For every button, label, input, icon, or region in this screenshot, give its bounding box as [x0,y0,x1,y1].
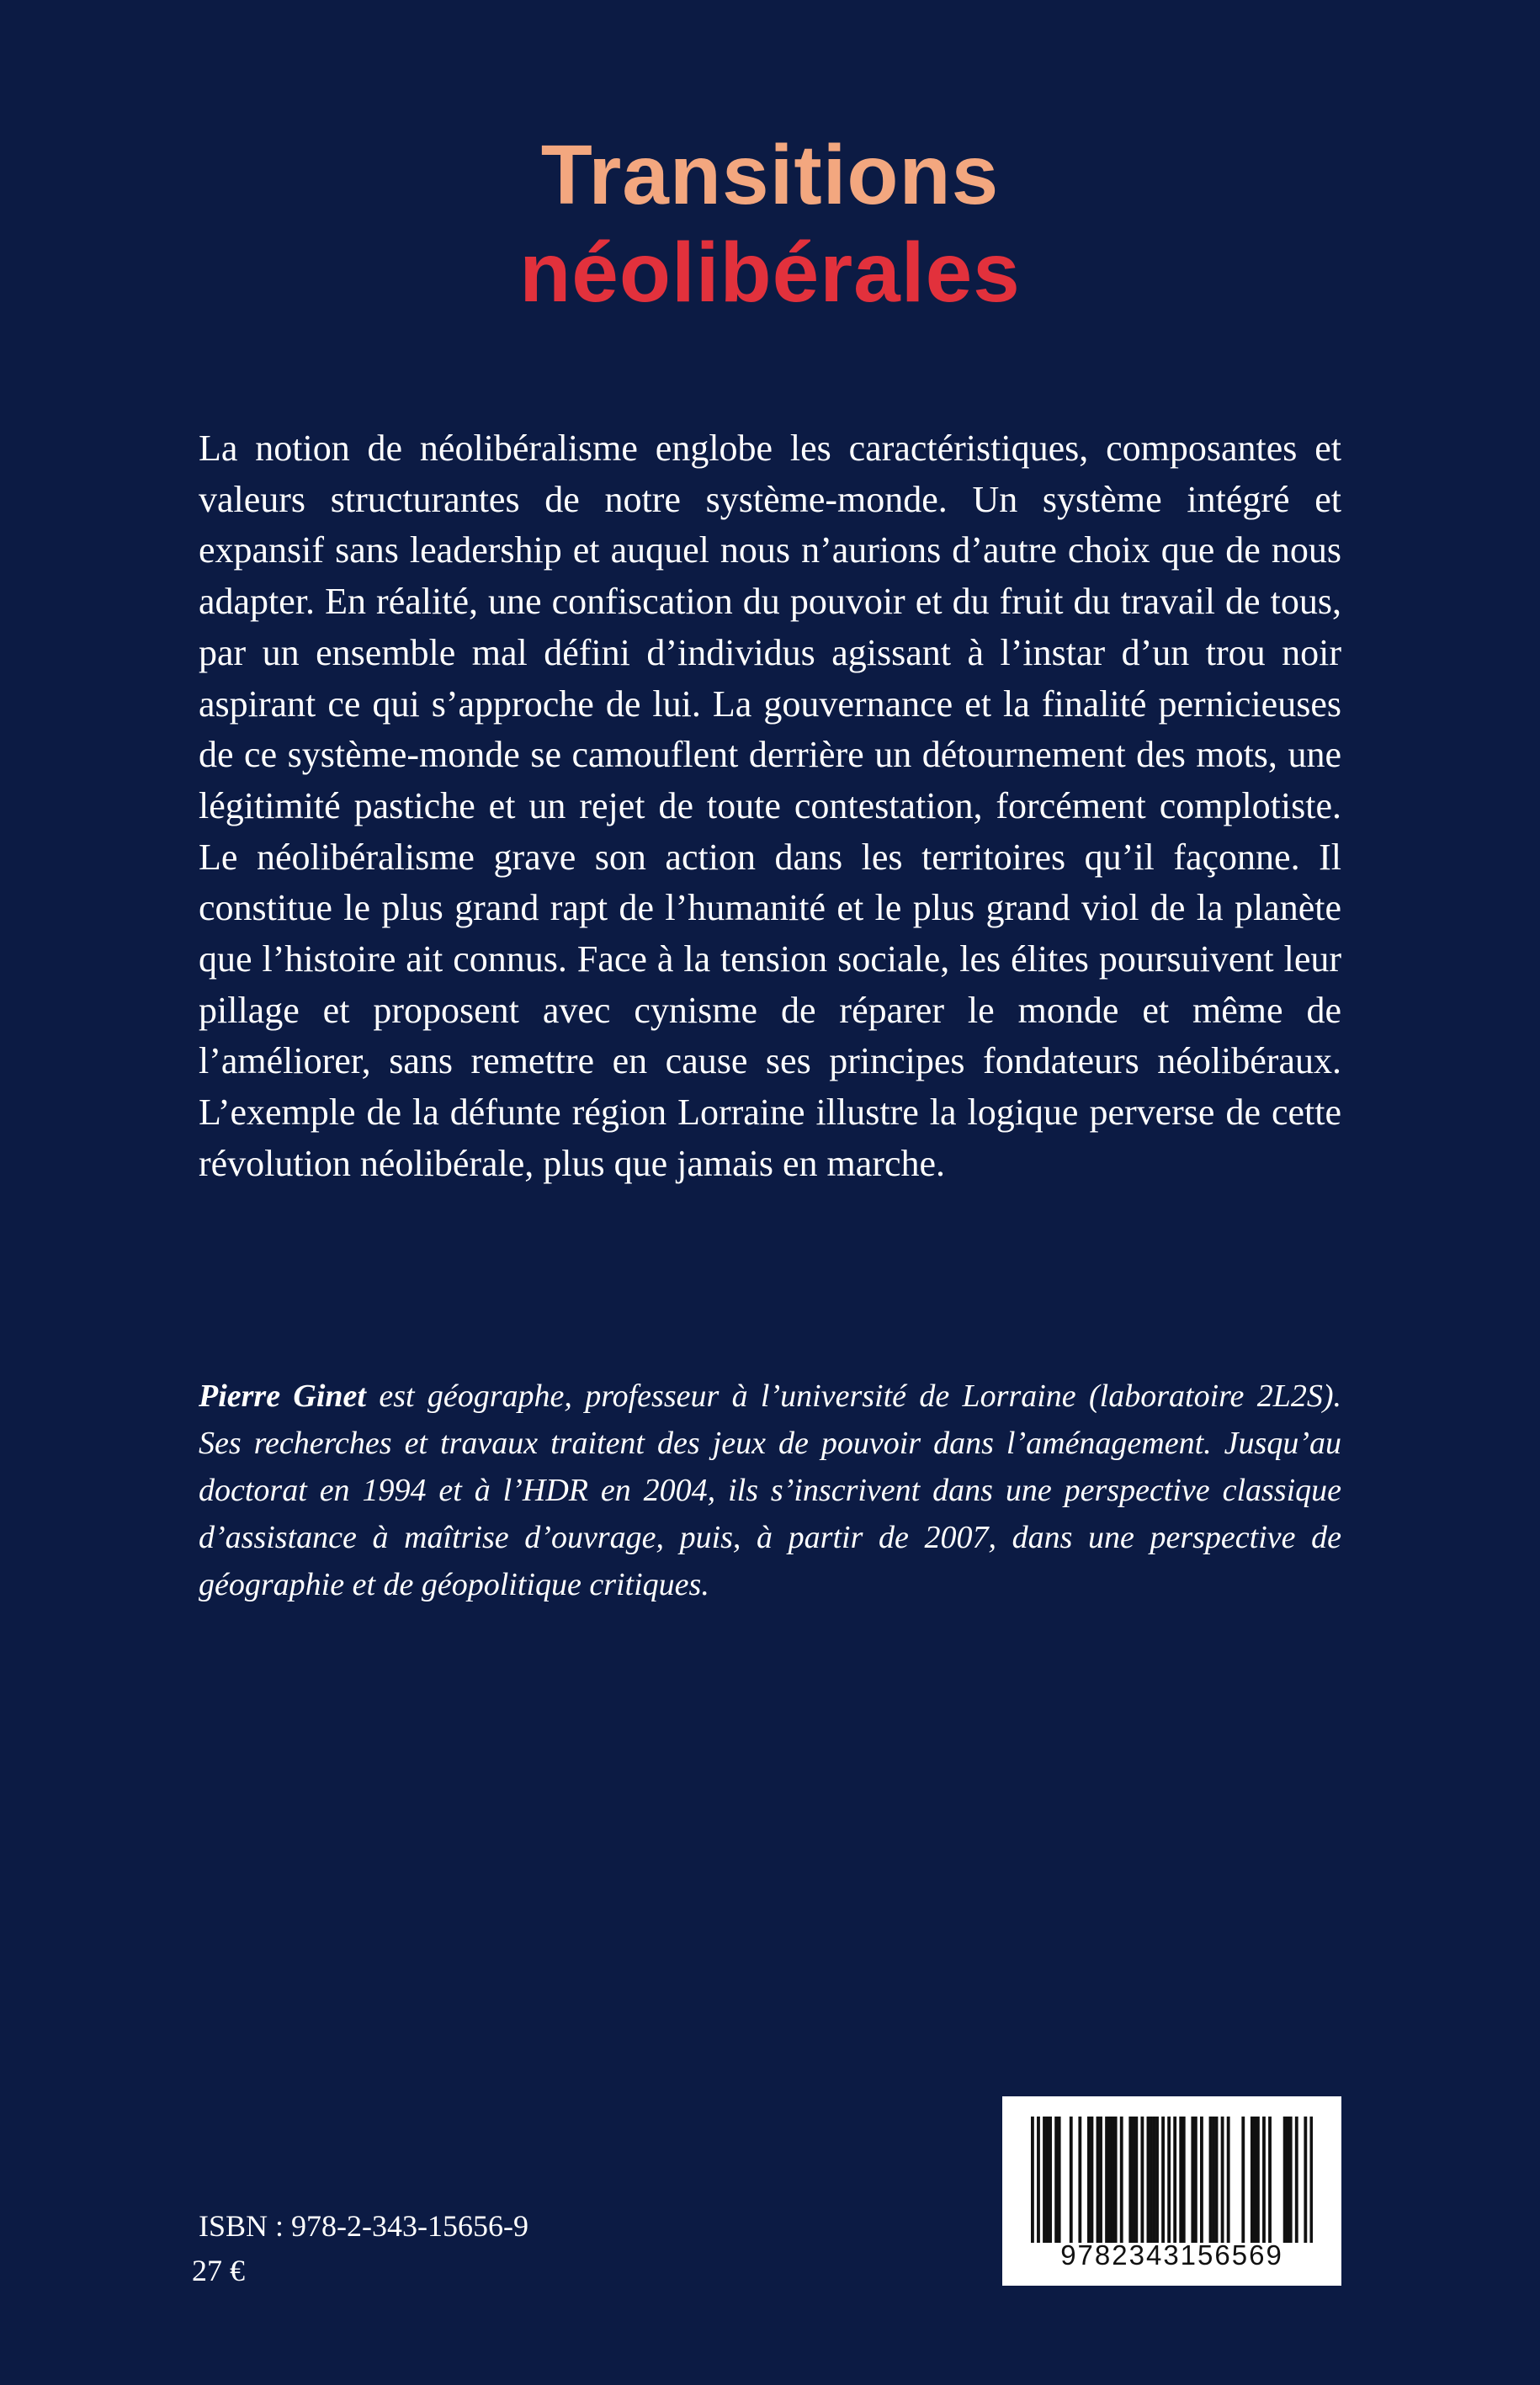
barcode-bar [1221,2117,1224,2243]
barcode-bar [1215,2117,1219,2243]
barcode-bar [1120,2117,1123,2243]
back-cover-blurb: La notion de néolibéralisme englobe les caractéristiques, composantes et valeurs structurantes de notre système-monde. Un système intégré et expansif sans leadership et auquel nous n’aurions d’autre choix que de nous adapter. En réalité, une confiscation du pouvoir et du fruit du travail de tous, par un ensemble mal défini d’individus agissant à l’instar d’un trou noir aspirant ce qui s’approche de lui. La gouvernance et la finalité pernicieuses de ce système-monde se camouflent derrière un détournement des mots, une légitimité pastiche et un rejet de toute contestation, forcément complotiste. Le néolibéralisme grave son action dans les territoires qu’il façonne. Il constitue le plus grand rapt de l’humanité et le plus grand viol de la planète que l’histoire ait connus. Face à la tension sociale, les élites poursuivent leur pillage et proposent avec cynisme de réparer le monde et même de l’améliorer, sans remettre en cause ses principes fondateurs néolibéraux. L’exemple de la défunte région Lorraine illustre la logique perverse de cette révolution néolibérale, plus que jamais en marche. [199,428,1341,1184]
barcode-bar [1262,2117,1266,2243]
barcode-bar [1161,2117,1165,2243]
barcode-bar [1037,2117,1040,2243]
barcode-bar [1256,2117,1260,2243]
barcode-bar [1241,2117,1245,2243]
barcode-bar [1309,2117,1313,2243]
barcode-bar [1114,2117,1118,2243]
book-title [0,126,1540,321]
barcode-bar [1289,2117,1293,2243]
author-name: Pierre Ginet [199,1378,366,1414]
barcode-bar [1173,2117,1176,2243]
author-bio [199,1373,1341,1608]
barcode-bar [1097,2117,1100,2243]
barcode-bar [1105,2117,1108,2243]
barcode-bar [1070,2117,1073,2243]
barcode-bar [1134,2117,1138,2243]
title-line-2: néolibérales [519,226,1021,320]
barcode-bar [1212,2117,1215,2243]
barcode-bars [1031,2117,1313,2243]
barcode-bar [1194,2117,1197,2243]
barcode-bar [1200,2117,1203,2243]
barcode-bar [1031,2117,1034,2243]
barcode-bar [1058,2117,1061,2243]
barcode-bar [1283,2117,1287,2243]
barcode-bar [1286,2117,1289,2243]
barcode-bar [1268,2117,1272,2243]
barcode-bar [1043,2117,1046,2243]
barcode-bar [1155,2117,1159,2243]
barcode-bar [1209,2117,1213,2243]
barcode-bar [1295,2117,1298,2243]
barcode [1002,2096,1341,2286]
barcode-bar [1140,2117,1144,2243]
barcode-bar [1054,2117,1058,2243]
barcode-bar [1227,2117,1230,2243]
barcode-bar [1182,2117,1186,2243]
barcode-bar [1179,2117,1182,2243]
barcode-bar [1132,2117,1135,2243]
barcode-bar [1049,2117,1052,2243]
barcode-bar [1150,2117,1153,2243]
barcode-bar [1153,2117,1156,2243]
barcode-bar [1091,2117,1094,2243]
title-line-1: Transitions [540,128,1000,222]
barcode-bar [1191,2117,1194,2243]
barcode-bar [1147,2117,1150,2243]
barcode-bar [1099,2117,1102,2243]
barcode-bar [1108,2117,1112,2243]
barcode-bar [1111,2117,1114,2243]
barcode-bar [1078,2117,1081,2243]
barcode-digits: 9782343156569 [1060,2239,1283,2271]
price-label: 27 € [192,2254,245,2287]
barcode-bar [1046,2117,1049,2243]
barcode-bar [1167,2117,1171,2243]
isbn-label: ISBN : 978-2-343-15656-9 [199,2209,528,2243]
barcode-bar [1128,2117,1132,2243]
barcode-bar [1087,2117,1091,2243]
barcode-bar [1304,2117,1307,2243]
barcode-bar [1251,2117,1254,2243]
barcode-bar [1253,2117,1256,2243]
author-bio-text: est géographe, professeur à l’université de Lorraine (laboratoire 2L2S). Ses recherches et travaux traitent des jeux de pouvoir dans l’aménagement. Jusqu’au doctorat en 1994 et à l’HDR en 2004, ils s’inscrivent dans une perspective classique d’assistance à maîtrise d’ouvrage, puis, à partir de 2007, dans une perspective de géographie et de géopolitique critiques. [199,1378,1341,1602]
